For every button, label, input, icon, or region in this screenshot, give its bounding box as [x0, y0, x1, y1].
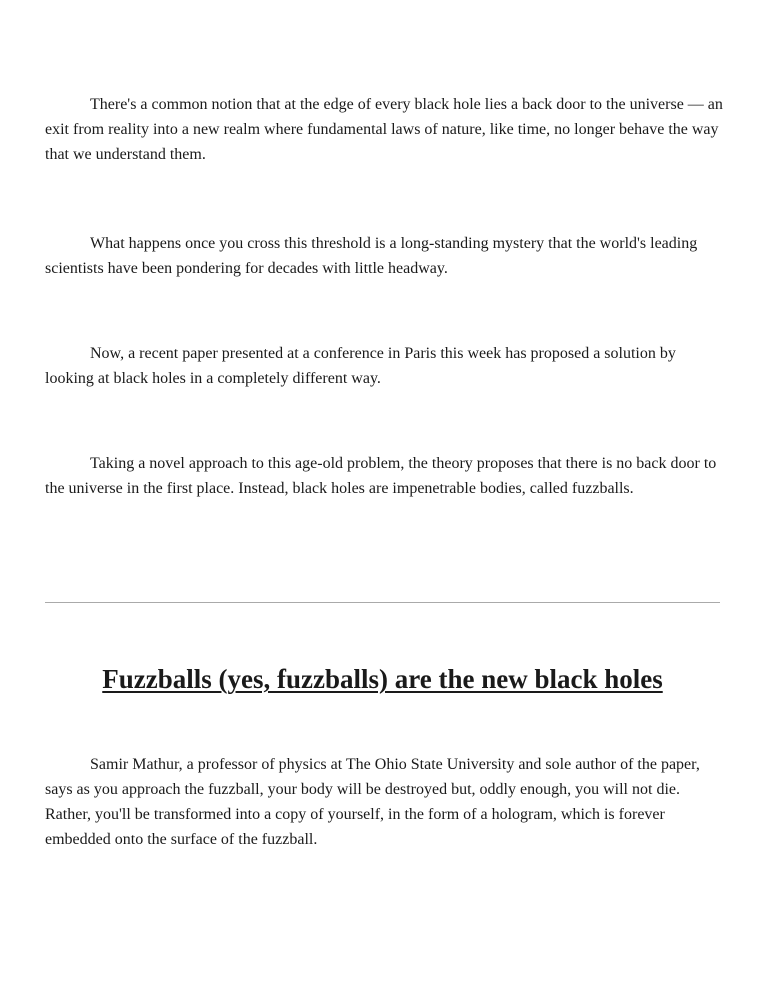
paragraph-samir-mathur: Samir Mathur, a professor of physics at The Ohio State University and sole author of the paper, says as you approach the fuzzball, your body will be destroyed but, oddly enough, you will not die. Rather, you'll be transformed into a copy of yourself, in the form of a hologram, which is forever embedded onto the surface of the fuzzball.: [45, 756, 700, 848]
paragraph-intro: There's a common notion that at the edge of every black hole lies a back door to the universe — an exit from reality into a new realm where fundamental laws of nature, like time, no longer behave the way that we understand them.: [45, 96, 723, 163]
paragraph-threshold: What happens once you cross this threshold is a long-standing mystery that the world's leading scientists have been pondering for decades with little headway.: [45, 235, 698, 277]
paragraph-recent-paper: Now, a recent paper presented at a conference in Paris this week has proposed a solution by looking at black holes in a completely different way.: [45, 345, 676, 387]
section-heading: Fuzzballs (yes, fuzzballs) are the new black holes: [102, 664, 663, 694]
horizontal-divider: [45, 602, 720, 603]
paragraph-novel-approach: Taking a novel approach to this age-old problem, the theory proposes that there is no back door to the universe in the first place. Instead, black holes are impenetrable bodies, called fuzzballs.: [45, 455, 717, 497]
